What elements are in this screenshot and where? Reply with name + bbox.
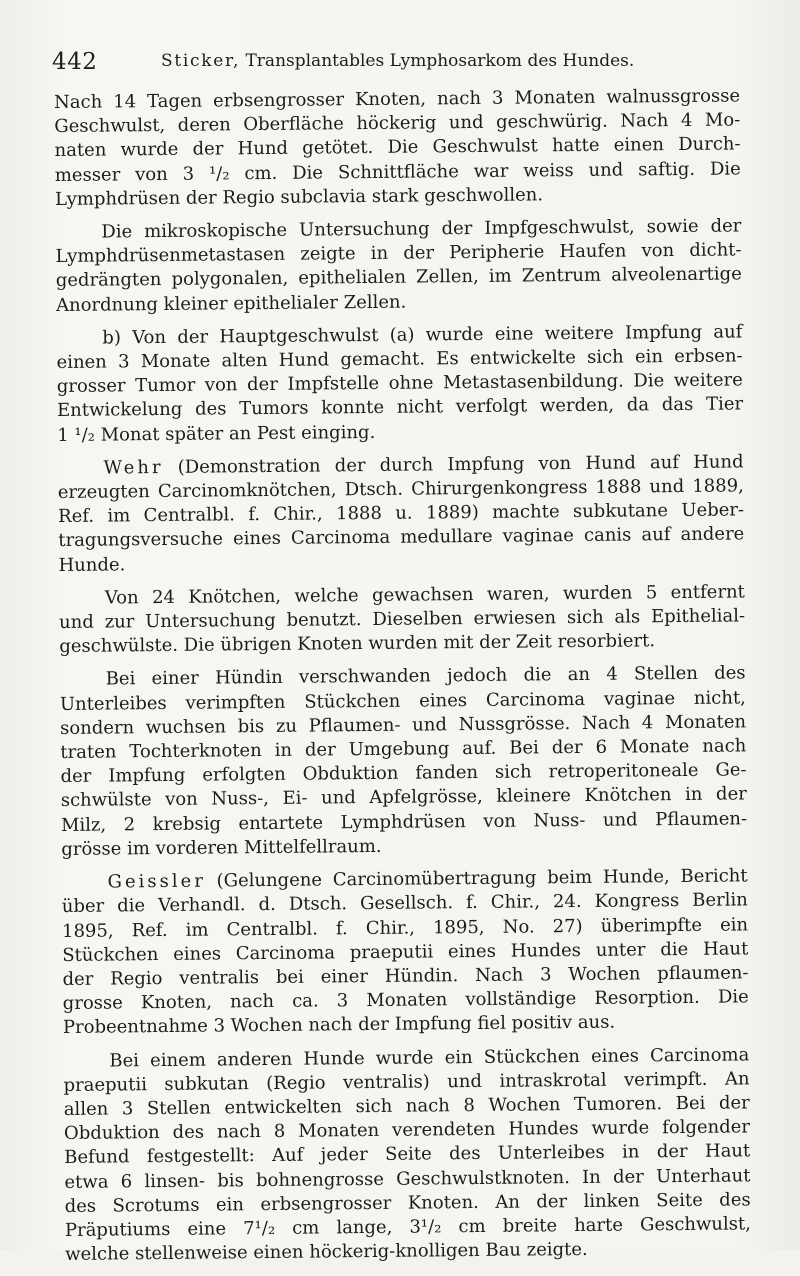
text-line: Stückchen eines Carcinoma praeputii eines Hundes unter die Haut (62, 938, 749, 966)
text-line: grösse im vorderen Mittelfellraum. (61, 835, 382, 860)
paragraph-7 (61, 864, 749, 1040)
text-line: etwa 6 linsen- bis bohnengrosse Geschwulstknoten. In der Unterhaut (64, 1164, 751, 1193)
text-line: messer von 3 ¹/₂ cm. Die Schnittfläche war weiss und saftig. Die (54, 158, 741, 186)
running-head-title: Transplantables Lymphosarkom des Hundes. (245, 51, 635, 71)
text-line: Befund festgestellt: Auf jeder Seite des Unterleibes in der Haut (64, 1140, 751, 1169)
text-line: gedrängten polygonalen, epithelialen Zellen, im Zentrum alveolenartige (55, 263, 742, 292)
text-line: Milz, 2 krebsig entartete Lymphdrüsen von Nuss- und Pflaumen- (60, 808, 748, 836)
author-name: Wehr (103, 456, 164, 479)
text-line: b) Von der Hauptgeschwulst (a) wurde eine weitere Impfung auf (102, 321, 743, 349)
text-line: welche stellenweise einen höckerig-knolligen Bau zeigte. (65, 1239, 588, 1266)
text-line: Anordnung kleiner epithelialer Zellen. (55, 291, 407, 316)
text-line: praeputii subkutan (Regio ventralis) und intraskrotal verimpft. An (63, 1068, 750, 1096)
text-line: Unterleibes verimpften Stückchen eines Carcinoma vaginae nicht, (59, 687, 746, 715)
paragraph-8 (63, 1043, 751, 1267)
text-line: Entwickelung des Tumors konnte nicht verfolgt werden, da das Tier (56, 393, 744, 422)
page-header (52, 49, 752, 79)
paragraph-2 (55, 214, 742, 317)
text-line: geschwülste. Die übrigen Knoten wurden mit der Zeit resorbiert. (59, 630, 656, 658)
text-line: 1895, Ref. im Centralbl. f. Chir., 1895, No. 27) überimpfte ein (61, 913, 749, 942)
author-name: Geissler (107, 870, 206, 893)
text-line: Nach 14 Tagen erbsengrosser Knoten, nach 3 Monaten walnussgrosse (54, 85, 741, 113)
text-line: erzeugten Carcinomknötchen, Dtsch. Chirurgenkongress 1888 und 1889, (57, 475, 744, 504)
text-line: 1 ¹/₂ Monat später an Pest einging. (57, 421, 376, 446)
text-line: Ref. im Centralbl. f. Chir., 1888 u. 1889) machte subkutane Ueber- (57, 499, 745, 528)
text-line: naten wurde der Hund getötet. Die Geschwulst hatte einen Durch- (54, 133, 741, 162)
text-line: Bei einem anderen Hunde wurde ein Stückchen eines Carcinoma (109, 1043, 750, 1072)
text-line: grosse Knoten, nach ca. 3 Monaten vollständige Resorption. Die (62, 986, 749, 1015)
text-line: grosser Tumor von der Impfstelle ohne Metastasenbildung. Die weitere (56, 369, 743, 398)
paragraph-6 (60, 662, 748, 862)
text-line: Geschwulst, deren Oberfläche höckerig und geschwürig. Nach 4 Mo- (54, 109, 741, 138)
paragraph-3 (56, 320, 743, 448)
text-line: Lymphdrüsen der Regio subclavia stark geschwollen. (54, 184, 544, 210)
text-line: Obduktion des nach 8 Monaten verendeten Hundes wurde folgender (63, 1116, 751, 1145)
text-line: und zur Untersuchung benutzt. Dieselben erwiesen sich als Epithelial- (59, 605, 746, 634)
text-line: allen 3 Stellen entwickelten sich nach 8 Wochen Tumoren. Bei der (63, 1092, 750, 1120)
text-line: sondern wuchsen bis zu Pflaumen- und Nussgrösse. Nach 4 Monaten (60, 711, 747, 739)
text-line: der Regio ventralis bei einer Hündin. Nach 3 Wochen pflaumen- (62, 962, 749, 990)
paragraph-4 (58, 450, 745, 578)
text-line: Präputiums eine 7¹/₂ cm lange, 3¹/₂ cm breite harte Geschwulst, (64, 1213, 752, 1241)
text-line: Bei einer Hündin verschwanden jedoch die an 4 Stellen des (105, 662, 746, 690)
text-line: der Impfung erfolgten Obduktion fanden sich retroperitoneale Ge- (60, 759, 747, 788)
paragraph-5 (59, 580, 746, 659)
text-line: über die Verhandl. d. Dtsch. Gesellsch. f. Chir., 24. Kongress Berlin (61, 889, 748, 918)
body-text (54, 84, 751, 1276)
text-line: des Scrotums ein erbsengrosser Knoten. An der linken Seite des (64, 1189, 751, 1217)
text-line: traten Tochterknoten in der Umgebung auf. Bei der 6 Monate nach (60, 735, 747, 764)
text-fragment: (Gelungene Carcinomübertragung beim Hunde, Bericht (205, 865, 748, 892)
text-line: Probeentnahme 3 Wochen nach der Impfung fiel positiv aus. (62, 1011, 616, 1039)
text-line: einen 3 Monate alten Hund gemacht. Es entwickelte sich ein erbsen- (56, 345, 743, 374)
text-line: schwülste von Nuss-, Ei- und Apfelgrösse, kleinere Knötchen in der (60, 783, 747, 812)
text-line: Hunde. (58, 553, 126, 576)
running-head-author: Sticker, (161, 51, 241, 71)
text-line: Von 24 Knötchen, welche gewachsen waren, wurden 5 entfernt (104, 581, 745, 609)
paragraph-1 (54, 84, 741, 212)
text-line: Lymphdrüsenmetastasen zeigte in der Peripherie Haufen von dicht- (55, 239, 742, 268)
text-line: tragungsversuche eines Carcinoma medullare vaginae canis auf andere (58, 523, 745, 552)
running-head (161, 51, 634, 71)
text-line: Die mikroskopische Untersuchung der Impfgeschwulst, sowie der (101, 215, 742, 243)
page-number: 442 (52, 49, 98, 75)
text-fragment: (Demonstration der durch Impfung von Hund auf Hund (163, 451, 744, 478)
